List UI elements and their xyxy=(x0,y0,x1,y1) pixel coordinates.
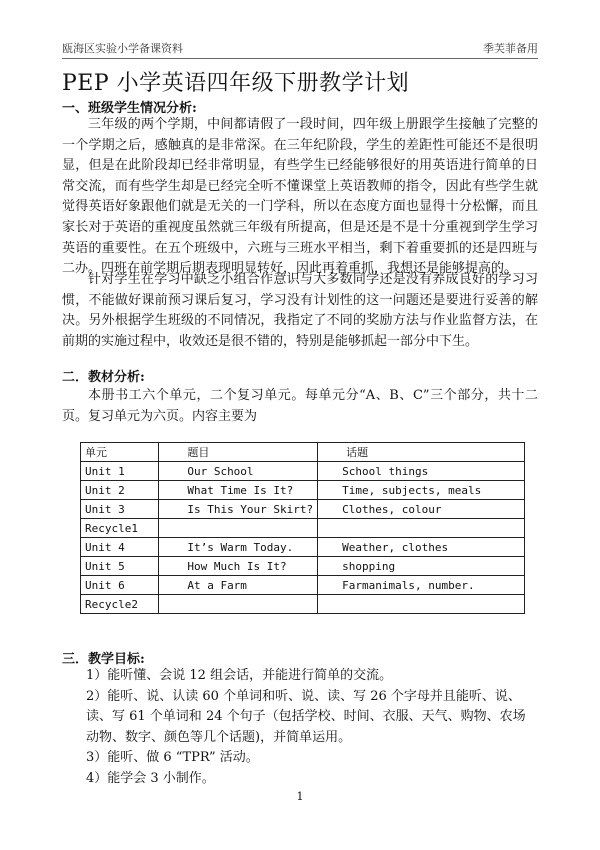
section-3-heading: 三．教学目标: xyxy=(62,652,145,667)
table-row xyxy=(81,481,525,500)
cell-unit: Recycle2 xyxy=(81,595,159,614)
table-row xyxy=(81,557,525,576)
goals-list xyxy=(62,666,538,789)
table-body xyxy=(81,462,525,614)
table-row xyxy=(81,462,525,481)
cell-unit: Unit 4 xyxy=(81,538,159,557)
table-row xyxy=(81,500,525,519)
cell-topic: Time, subjects, meals xyxy=(318,481,525,500)
cell-topic xyxy=(318,595,525,614)
cell-title: How Much Is It? xyxy=(159,557,318,576)
content-table xyxy=(80,442,525,614)
cell-title xyxy=(159,595,318,614)
header-author: 季芙菲备用 xyxy=(483,42,538,55)
cell-unit: Unit 2 xyxy=(81,481,159,500)
section-1-heading: 一、班级学生情况分析: xyxy=(62,101,197,116)
cell-topic: shopping xyxy=(318,557,525,576)
page-header xyxy=(62,40,538,58)
cell-unit: Unit 5 xyxy=(81,557,159,576)
table-row xyxy=(81,538,525,557)
cell-topic: Weather, clothes xyxy=(318,538,525,557)
cell-topic: School things xyxy=(318,462,525,481)
cell-title xyxy=(159,519,318,538)
cell-title: Our School xyxy=(159,462,318,481)
cell-topic: Clothes, colour xyxy=(318,500,525,519)
cell-topic: Farmanimals, number. xyxy=(318,576,525,595)
cell-title: What Time Is It? xyxy=(159,481,318,500)
document-title: PEP 小学英语四年级下册教学计划 xyxy=(62,71,410,96)
table-row xyxy=(81,576,525,595)
cell-title: It’s Warm Today. xyxy=(159,538,318,557)
cell-title: Is This Your Skirt? xyxy=(159,500,318,519)
cell-unit: Unit 3 xyxy=(81,500,159,519)
page-number: 1 xyxy=(296,790,304,803)
header-divider xyxy=(62,58,538,59)
table-row xyxy=(81,519,525,538)
goal-item-1: 1）能听懂、会说 12 组会话，并能进行简单的交流。 xyxy=(86,668,393,683)
cell-title: At a Farm xyxy=(159,576,318,595)
table-row xyxy=(81,595,525,614)
cell-unit: Unit 6 xyxy=(81,576,159,595)
cell-topic xyxy=(318,519,525,538)
table-header-subject: 话题 xyxy=(318,443,525,462)
cell-unit: Recycle1 xyxy=(81,519,159,538)
goal-item-3: 3）能听、做 6 “TPR” 活动。 xyxy=(86,750,259,765)
section-1-paragraph-1: 三年级的两个学期，中间都请假了一段时间，四年级上册跟学生接触了完整的一个学期之后，感触真的是非常深。在三年纪阶段，学生的差距性可能还不是很明显，但是在此阶段却已经非常明显，有些学生已经能够很好的用英语进行简单的日常交流，而有些学生却是已经完全听不懂课堂上英语教师的指令，因此有些学生就觉得英语好象跟他们就是无关的一门学科，所以在态度方面也显得十分松懈，而且家长对于英语的重视度虽然就三年级有所提高，但是还是不是十分重视到学生学习英语的重要性。在五个班级中，六班与三班水平相当，剩下着重要抓的还是四班与二办。四班在前学期后期表现明显转好，因此再着重抓，我想还是能够提高的。 xyxy=(62,117,538,277)
table-header-unit: 单元 xyxy=(81,443,159,462)
table-header-row xyxy=(81,443,525,462)
table-header-topic: 题目 xyxy=(159,443,318,462)
section-1-paragraph-2: 针对学生在学习中缺乏小组合作意识与大多数同学还是没有养成良好的学习习惯，不能做好课前预习课后复习，学习没有计划性的这一问题还是要进行妥善的解决。另外根据学生班级的不同情况，我指定了不同的奖励方法与作业监督方法，在前期的实施过程中，收效还是很不错的，特别是能够抓起一部分中下生。 xyxy=(62,272,538,349)
header-school: 瓯海区实验小学备课资料 xyxy=(62,42,183,55)
goal-item-4: 4）能学会 3 小制作。 xyxy=(86,770,215,786)
cell-unit: Unit 1 xyxy=(81,462,159,481)
goal-item-2: 2）能听、说、认读 60 个单词和听、说、读、写 26 个字母并且能听、说、读、写 61 个单词和 24 个句子（包括学校、时间、衣服、天气、购物、农场动物、数字、颜色等几个话题)，并简单运用。 xyxy=(86,688,526,745)
section-2-paragraph-1: 本册书工六个单元，二个复习单元。每单元分“A、B、C”三个部分，共十二页。复习单元为六页。内容主要为 xyxy=(62,388,538,424)
section-2-heading: 二．教材分析: xyxy=(62,370,145,385)
